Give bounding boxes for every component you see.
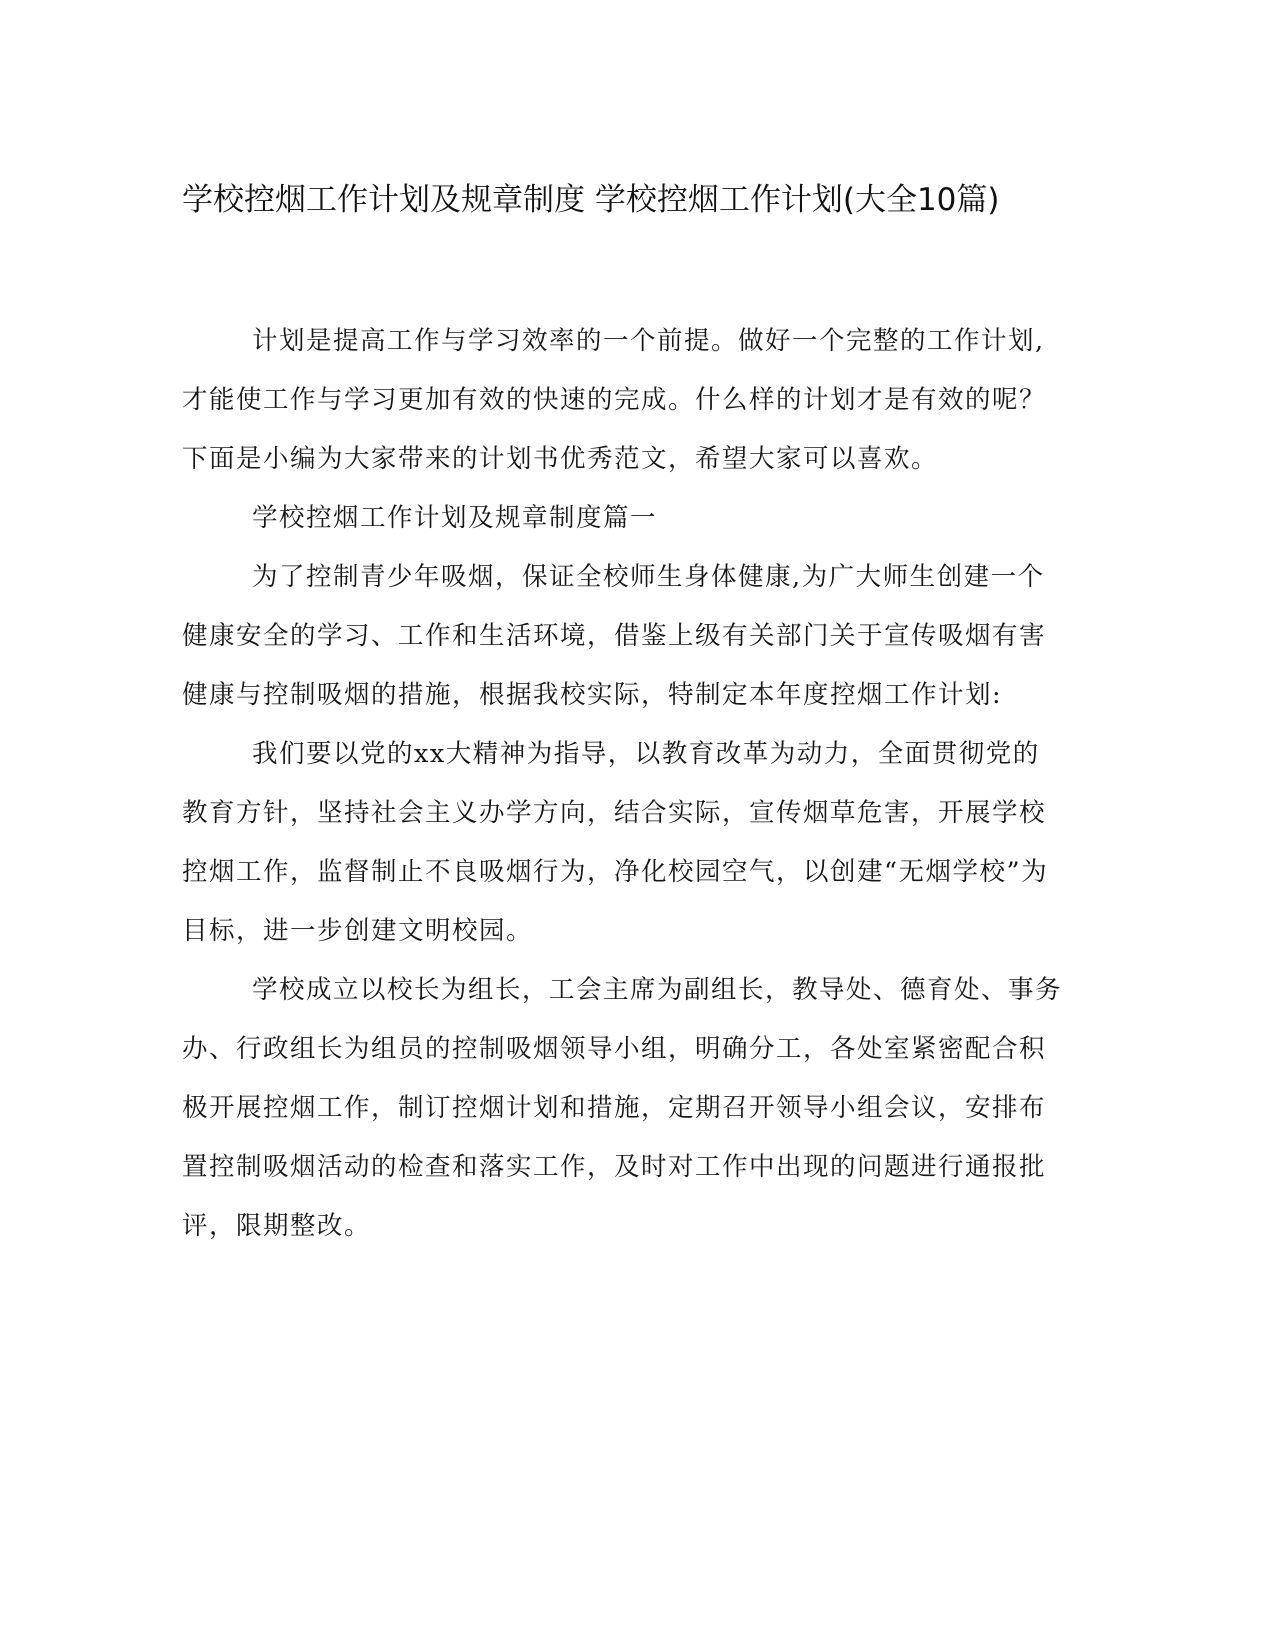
body-paragraph: 为了控制青少年吸烟，保证全校师生身体健康,为广大师生创建一个健康安全的学习、工作和生活环境，借鉴上级有关部门关于宣传吸烟有害健康与控制吸烟的措施，根据我校实际，特制定本年度控烟工作计划: — [182, 562, 1047, 710]
section-heading: 学校控烟工作计划及规章制度篇一 — [252, 503, 658, 533]
document-body — [182, 312, 1062, 1256]
document-title: 学校控烟工作计划及规章制度 学校控烟工作计划(大全10篇) — [182, 182, 1000, 218]
body-paragraph: 学校成立以校长为组长，工会主席为副组长，教导处、德育处、事务办、行政组长为组员的控制吸烟领导小组，明确分工，各处室紧密配合积极开展控烟工作，制订控烟计划和措施，定期召开领导小组会议，安排布置控制吸烟活动的检查和落实工作，及时对工作中出现的问题进行通报批评，限期整改。 — [182, 975, 1063, 1241]
intro-paragraph: 计划是提高工作与学习效率的一个前提。做好一个完整的工作计划,才能使工作与学习更加有效的快速的完成。什么样的计划才是有效的呢？下面是小编为大家带来的计划书优秀范文，希望大家可以喜欢。 — [182, 326, 1047, 474]
body-paragraph: 我们要以党的xx大精神为指导，以教育改革为动力，全面贯彻党的教育方针，坚持社会主义办学方向，结合实际，宣传烟草危害，开展学校控烟工作，监督制止不良吸烟行为，净化校园空气，以创建“无烟学校”为目标，进一步创建文明校园。 — [182, 739, 1049, 946]
